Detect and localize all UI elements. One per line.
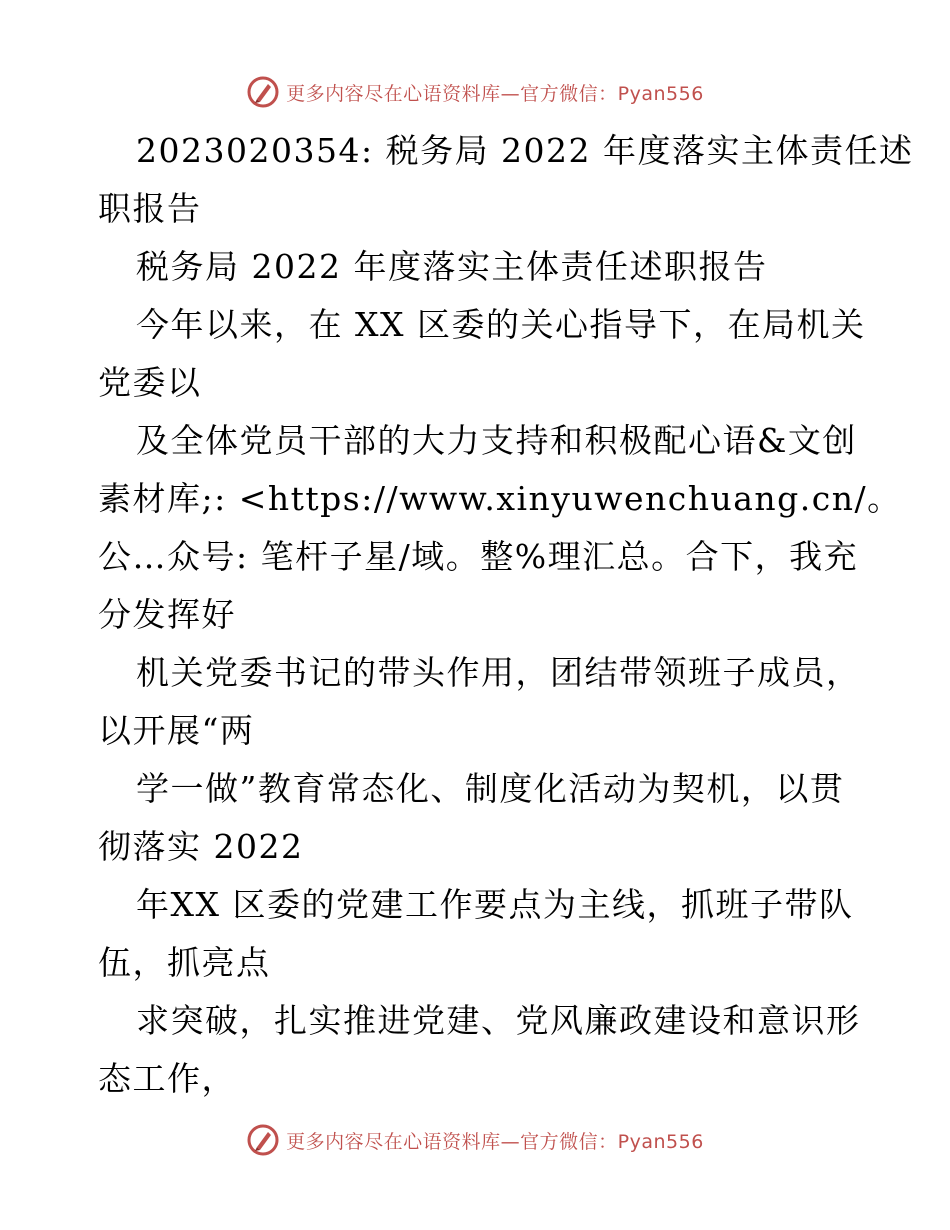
document-line: 彻落实 2022 [98,827,304,866]
document-line: 以开展“两 [98,711,255,750]
document-line: 素材库;: <https://www.xinyuwenchuang.cn/。 [98,479,902,518]
document-line: 机关党委书记的带头作用，团结带领班子成员， [136,653,861,692]
document-body [98,122,914,1108]
document-line: 伍，抓亮点 [98,943,271,982]
header-watermark [0,72,950,112]
document-line: 今年以来，在 XX 区委的关心指导下，在局机关 [136,305,866,344]
document-line: 职报告 [98,189,202,228]
document-line: 态工作， [98,1059,236,1098]
document-line: 党委以 [98,363,202,402]
watermark-text: 更多内容尽在心语资料库—官方微信：Pyan556 [286,82,704,105]
document-line: 分发挥好 [98,595,236,634]
document-line: 求突破，扎实推进党建、党风廉政建设和意识形 [136,1001,861,1040]
watermark-text: 更多内容尽在心语资料库—官方微信：Pyan556 [286,1130,704,1153]
document-line: 及全体党员干部的大力支持和积极配心语&文创 [136,421,857,460]
document-line: 学一做”教育常态化、制度化活动为契机，以贯 [136,769,845,808]
pen-nib-logo-icon [246,75,280,109]
document-line: 税务局 2022 年度落实主体责任述职报告 [136,247,768,286]
pen-nib-logo-icon [246,1123,280,1157]
document-line: 公…众号: 笔杆子星/域。整%理汇总。合下，我充 [98,537,859,576]
footer-watermark [0,1120,950,1160]
document-line: 2023020354: 税务局 2022 年度落实主体责任述 [136,131,914,170]
document-line: 年XX 区委的党建工作要点为主线，抓班子带队 [136,885,854,924]
